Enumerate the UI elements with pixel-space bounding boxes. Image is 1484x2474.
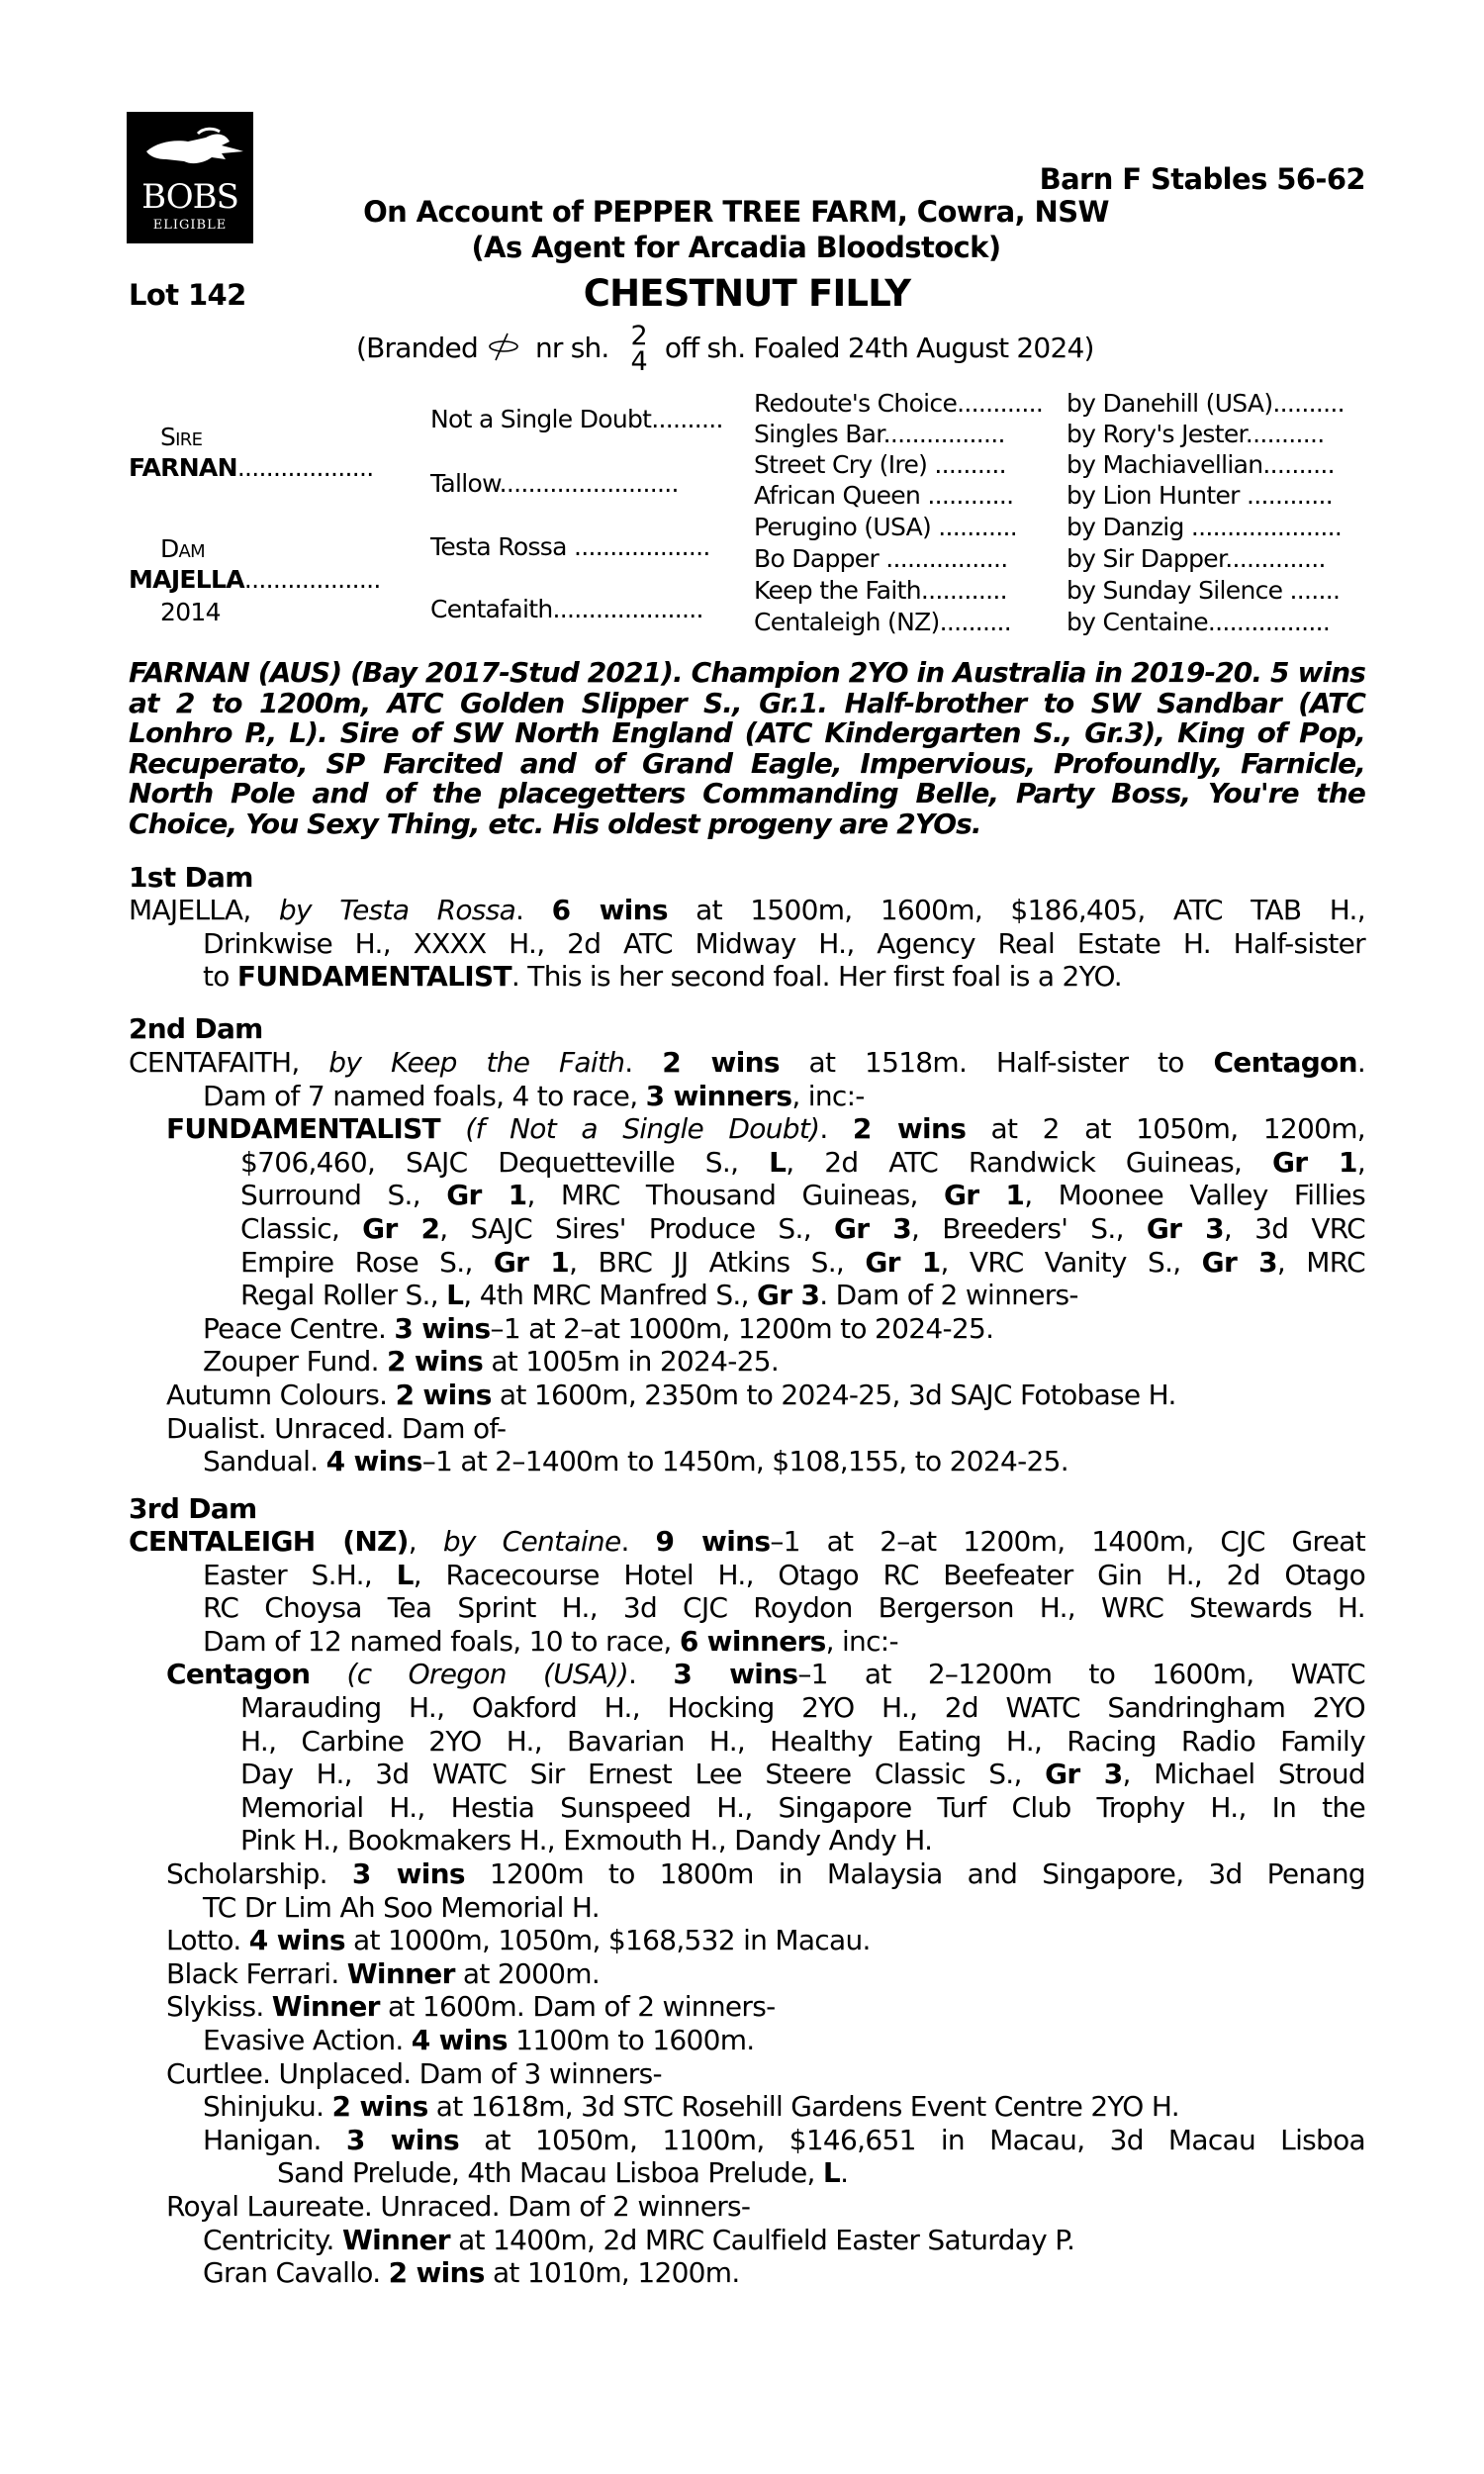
text-run: at 1010m, 1200m. — [484, 2256, 740, 2290]
bold-text: 4 wins — [325, 1445, 422, 1478]
record-line — [166, 1957, 600, 1990]
record-line — [203, 1559, 1365, 1591]
gen4-by: by Machiavellian.......... — [1067, 450, 1335, 479]
italic-text: by Testa Rossa — [278, 894, 516, 926]
text-run: . — [620, 1525, 656, 1558]
sire-dots: ................... — [236, 453, 374, 482]
text-run: . — [624, 1046, 663, 1079]
italic-text: (c Oregon (USA)) — [346, 1658, 628, 1691]
gen3-name: Centaleigh (NZ).......... — [754, 608, 1012, 636]
gen4-by: by Danzig ..................... — [1067, 513, 1343, 541]
bold-text: 4 wins — [248, 1924, 345, 1957]
text-run: at 1600m. Dam of 2 winners- — [379, 1990, 776, 2024]
text-run: Scholarship. — [166, 1857, 352, 1890]
bold-text: FUNDAMENTALIST — [166, 1112, 440, 1146]
bold-text: 2 wins — [331, 2090, 428, 2124]
record-line — [166, 1990, 776, 2023]
record-line — [129, 1046, 1365, 1079]
text-run: Empire Rose S., — [240, 1245, 494, 1279]
text-run: H., Carbine 2YO H., Bavarian H., Healthy Eating H., Racing Radio Family — [240, 1724, 1365, 1758]
record-line — [240, 1146, 1365, 1179]
record-line — [240, 1691, 1365, 1724]
text-run: MAJELLA, — [129, 894, 279, 926]
record-line — [203, 2090, 1179, 2123]
text-run: , — [1356, 1145, 1366, 1179]
bold-text: 3 winners — [645, 1079, 792, 1112]
record-line — [203, 1591, 1365, 1624]
bold-text: 6 wins — [551, 894, 668, 926]
text-run: . Dam of 2 winners- — [819, 1279, 1078, 1312]
text-run: at 1050m, 1100m, $146,651 in Macau, 3d Macau Lisboa — [458, 2123, 1365, 2156]
bold-text: 4 wins — [411, 2024, 508, 2056]
record-line — [277, 2156, 848, 2189]
gen3-name: Perugino (USA) ........... — [754, 513, 1017, 541]
fraction-bottom: 4 — [630, 346, 647, 377]
record-line — [166, 1924, 871, 1956]
record-line — [203, 2124, 1365, 2156]
text-run: . — [1356, 1046, 1366, 1079]
text-run: Royal Laureate. Unraced. Dam of 2 winners- — [166, 2190, 751, 2223]
bold-text: Gr 1 — [493, 1245, 570, 1279]
bold-text: Gr 2 — [362, 1212, 440, 1245]
record-line — [203, 1891, 600, 1924]
record-line — [240, 1791, 1365, 1824]
record-line — [240, 1179, 1365, 1211]
record-line — [166, 1658, 1365, 1690]
lot-number: Lot 142 — [129, 278, 246, 312]
gen4-by: by Sunday Silence ....... — [1067, 576, 1341, 605]
text-run: , VRC Vanity S., — [940, 1245, 1202, 1279]
dam1-heading: 1st Dam — [129, 861, 253, 894]
record-line — [166, 1379, 1176, 1411]
text-run: –1 at 2–at 1200m, 1400m, CJC Great — [770, 1525, 1365, 1558]
record-line — [166, 1857, 1365, 1890]
text-run: Gran Cavallo. — [203, 2256, 389, 2290]
text-run: $706,460, SAJC Dequetteville S., — [240, 1145, 770, 1179]
lot-title: CHESTNUT FILLY — [583, 272, 911, 315]
bold-text: Gr 3 — [757, 1279, 820, 1312]
text-run: Surround S., — [240, 1179, 447, 1212]
text-run: , SAJC Sires' Produce S., — [439, 1212, 834, 1245]
text-run: –1 at 2–1200m to 1600m, WATC — [797, 1658, 1365, 1691]
record-line — [203, 1445, 1068, 1477]
text-run: Memorial H., Hestia Sunspeed H., Singapore Turf Club Trophy H., In the — [240, 1790, 1365, 1824]
bold-text: L — [769, 1145, 787, 1179]
text-run: , Breeders' S., — [911, 1212, 1147, 1245]
text-run: Shinjuku. — [203, 2090, 332, 2124]
gen3-name: African Queen ............ — [754, 481, 1014, 510]
record-line — [203, 2224, 1074, 2256]
text-run: . — [515, 894, 552, 926]
record-line — [166, 2190, 750, 2223]
text-run: 1200m to 1800m in Malaysia and Singapore, 3d Penang — [464, 1857, 1365, 1890]
text-run: Sand Prelude, 4th Macau Lisboa Prelude, — [277, 2156, 823, 2190]
text-run: Autumn Colours. — [166, 1379, 396, 1411]
text-run — [440, 1112, 465, 1145]
bold-text: 2 wins — [387, 1345, 484, 1379]
text-run: Black Ferrari. — [166, 1956, 347, 1990]
bold-text: Gr 3 — [1201, 1245, 1277, 1279]
brand-prefix: (Branded — [356, 331, 478, 364]
bold-text: 3 wins — [673, 1658, 798, 1691]
text-run: Marauding H., Oakford H., Hocking 2YO H., 2d WATC Sandringham 2YO — [240, 1691, 1365, 1724]
gen4-by: by Danehill (USA).......... — [1067, 389, 1345, 418]
dam-name: MAJELLA — [129, 565, 244, 594]
bold-text: L — [396, 1558, 414, 1591]
text-run: , 3d VRC — [1223, 1212, 1365, 1245]
bold-text: Gr 3 — [833, 1212, 911, 1245]
text-run: , inc:- — [825, 1624, 898, 1658]
text-run: . — [627, 1658, 674, 1691]
bold-text: Gr 3 — [1146, 1212, 1224, 1245]
text-run: at 1618m, 3d STC Rosehill Gardens Event Centre 2YO H. — [427, 2090, 1179, 2124]
bold-text: CENTALEIGH (NZ) — [129, 1525, 409, 1558]
record-line — [166, 2057, 662, 2090]
text-run: Dam of 7 named foals, 4 to race, — [203, 1079, 646, 1112]
bold-text: Gr 3 — [1045, 1758, 1123, 1791]
grandsire-maternal: Testa Rossa ................... — [430, 532, 710, 561]
text-run — [310, 1658, 346, 1690]
text-run: , Michael Stroud — [1122, 1758, 1365, 1791]
sire-summary: FARNAN (AUS) (Bay 2017-Stud 2021). Champion 2YO in Australia in 2019-20. 5 wins at 2 to 1200m, ATC Golden Slipper S., Gr.1. Half-brother to SW Sandbar (ATC Lonhro P., L). Sire of SW North England (ATC Kindergarten S., Gr.3), King of Pop, Recuperato, SP Farcited and of Grand Eagle, Impervious, Profoundly, Farnicle, North Pole and of the placegetters Commanding Belle, Party Boss, You're the Choice, You Sexy Thing, etc. His oldest progeny are 2YOs. — [129, 656, 1365, 840]
record-line — [129, 894, 1365, 926]
bold-text: 6 winners — [679, 1624, 826, 1658]
record-line — [203, 960, 1122, 993]
text-run: Sandual. — [203, 1445, 326, 1478]
bold-text: Gr 1 — [1271, 1145, 1357, 1179]
bold-text: Winner — [271, 1990, 380, 2024]
bold-text: 3 wins — [345, 2123, 459, 2156]
brand-suffix: off sh. Foaled 24th August 2024) — [664, 331, 1094, 364]
text-run: , inc:- — [791, 1079, 865, 1112]
text-run: at 1500m, 1600m, $186,405, ATC TAB H., — [667, 894, 1365, 926]
text-run: at 1400m, 2d MRC Caulfield Easter Saturday P. — [449, 2223, 1075, 2256]
bold-text: Centagon — [1213, 1046, 1357, 1079]
text-run: Dam of 12 named foals, 10 to race, — [203, 1624, 680, 1658]
text-run: , MRC — [1276, 1245, 1365, 1279]
text-run: Drinkwise H., XXXX H., 2d ATC Midway H., Agency Real Estate H. Half-sister — [203, 926, 1365, 960]
vendor-line: On Account of PEPPER TREE FARM, Cowra, NSW — [363, 195, 1109, 229]
bold-text: L — [446, 1279, 464, 1312]
text-run: Centricity. — [203, 2223, 342, 2256]
bold-text: FUNDAMENTALIST — [236, 960, 511, 994]
text-run: Easter S.H., — [203, 1558, 397, 1591]
text-run: at 1005m in 2024-25. — [483, 1345, 780, 1379]
text-run: at 1518m. Half-sister to — [779, 1046, 1214, 1079]
record-line — [240, 1212, 1365, 1245]
record-line — [240, 1279, 1078, 1311]
gen4-by: by Sir Dapper.............. — [1067, 544, 1326, 573]
text-run: at 1000m, 1050m, $168,532 in Macau. — [344, 1924, 871, 1957]
gen3-name: Singles Bar................. — [754, 420, 1005, 448]
bold-text: Gr 1 — [943, 1179, 1025, 1212]
dam-dots: ................... — [243, 565, 381, 594]
text-run: –1 at 2–at 1000m, 1200m to 2024-25. — [490, 1311, 994, 1345]
gen4-by: by Lion Hunter ............ — [1067, 481, 1333, 510]
granddam-maternal: Centafaith..................... — [430, 595, 703, 623]
agent-line: (As Agent for Arcadia Bloodstock) — [471, 231, 1001, 264]
text-run: Lotto. — [166, 1924, 249, 1957]
text-run: Curtlee. Unplaced. Dam of 3 winners- — [166, 2056, 662, 2090]
gen3-name: Bo Dapper ................. — [754, 544, 1008, 573]
text-run: Peace Centre. — [203, 1311, 395, 1345]
record-line — [203, 1345, 779, 1378]
svg-text:ELIGIBLE: ELIGIBLE — [152, 218, 228, 233]
text-run: at 2000m. — [454, 1956, 601, 1990]
bold-text: Winner — [341, 2223, 450, 2256]
text-run: at 2 at 1050m, 1200m, — [966, 1112, 1365, 1146]
sire-name: FARNAN — [129, 453, 237, 482]
bold-text: 2 wins — [852, 1112, 967, 1146]
record-line — [129, 1525, 1365, 1558]
text-run: . This is her second foal. Her first foal is a 2YO. — [510, 960, 1122, 994]
bold-text: 9 wins — [655, 1525, 771, 1558]
dam2-heading: 2nd Dam — [129, 1012, 263, 1045]
text-run: Zouper Fund. — [203, 1345, 388, 1379]
text-run: 1100m to 1600m. — [507, 2024, 755, 2056]
fraction-top: 2 — [630, 321, 647, 351]
text-run: , — [408, 1525, 443, 1558]
text-run: , 4th MRC Manfred S., — [463, 1279, 757, 1312]
gen3-name: Redoute's Choice............ — [754, 389, 1044, 418]
gen3-name: Street Cry (Ire) .......... — [754, 450, 1006, 479]
sire-label: Sire — [160, 423, 203, 451]
italic-text: (f Not a Single Doubt) — [465, 1112, 820, 1146]
record-line — [240, 1758, 1365, 1790]
text-run: . — [840, 2156, 849, 2190]
grandsire-paternal: Not a Single Doubt.......... — [430, 405, 723, 433]
barn-location: Barn F Stables 56-62 — [1039, 162, 1365, 196]
bold-text: Gr 1 — [865, 1245, 941, 1279]
dam-year: 2014 — [160, 598, 221, 626]
granddam-paternal: Tallow......................... — [430, 469, 679, 498]
dam-sections — [129, 0, 1365, 2474]
dam3-heading: 3rd Dam — [129, 1492, 257, 1525]
text-run: CENTAFAITH, — [129, 1046, 329, 1079]
text-run: Evasive Action. — [203, 2024, 412, 2056]
gen3-name: Keep the Faith............ — [754, 576, 1007, 605]
record-line — [203, 2256, 740, 2289]
record-line — [240, 1824, 932, 1856]
text-run: –1 at 2–1400m to 1450m, $108,155, to 2024-25. — [421, 1445, 1068, 1478]
bold-text: Gr 1 — [446, 1179, 527, 1212]
record-line — [203, 927, 1365, 960]
text-run: , BRC JJ Atkins S., — [569, 1245, 866, 1279]
gen4-by: by Centaine................. — [1067, 608, 1331, 636]
text-run: . — [819, 1112, 853, 1146]
text-run: Classic, — [240, 1212, 363, 1245]
bold-text: 2 wins — [395, 1379, 492, 1411]
text-run: Regal Roller S., — [240, 1279, 447, 1312]
bold-text: Winner — [346, 1956, 455, 1990]
text-run: , 2d ATC Randwick Guineas, — [786, 1145, 1272, 1179]
record-line — [240, 1725, 1365, 1758]
text-run: , Racecourse Hotel H., Otago RC Beefeater Gin H., 2d Otago — [413, 1558, 1365, 1591]
svg-text:BOBS: BOBS — [141, 177, 238, 217]
bold-text: 2 wins — [388, 2256, 485, 2290]
text-run: Hanigan. — [203, 2123, 346, 2156]
brand-near: nr sh. — [534, 331, 609, 364]
text-run: RC Choysa Tea Sprint H., 3d CJC Roydon Bergerson H., WRC Stewards H. — [203, 1591, 1365, 1625]
text-run: Dualist. Unraced. Dam of- — [166, 1411, 507, 1445]
text-run: , MRC Thousand Guineas, — [526, 1179, 944, 1212]
text-run: Day H., 3d WATC Sir Ernest Lee Steere Classic S., — [240, 1758, 1046, 1791]
text-run: at 1600m, 2350m to 2024-25, 3d SAJC Fotobase H. — [491, 1379, 1176, 1411]
text-run: Slykiss. — [166, 1990, 272, 2024]
dam-label: Dam — [160, 534, 205, 563]
italic-text: by Keep the Faith — [328, 1046, 625, 1079]
gen4-by: by Rory's Jester........... — [1067, 420, 1325, 448]
record-line — [203, 1080, 865, 1112]
italic-text: by Centaine — [442, 1525, 621, 1558]
bold-text: 3 wins — [351, 1857, 465, 1890]
text-run: , Moonee Valley Fillies — [1024, 1179, 1365, 1212]
bold-text: Centagon — [166, 1658, 311, 1691]
text-run: to — [203, 960, 237, 994]
bold-text: L — [822, 2156, 841, 2190]
bold-text: 2 wins — [662, 1046, 780, 1079]
record-line — [240, 1246, 1365, 1279]
record-line — [203, 1625, 898, 1658]
record-line — [203, 2024, 754, 2056]
record-line — [166, 1412, 506, 1445]
record-line — [166, 1112, 1365, 1145]
bold-text: 3 wins — [394, 1311, 491, 1345]
text-run: Pink H., Bookmakers H., Exmouth H., Dandy Andy H. — [240, 1824, 933, 1857]
text-run: TC Dr Lim Ah Soo Memorial H. — [203, 1890, 600, 1924]
record-line — [203, 1312, 993, 1345]
